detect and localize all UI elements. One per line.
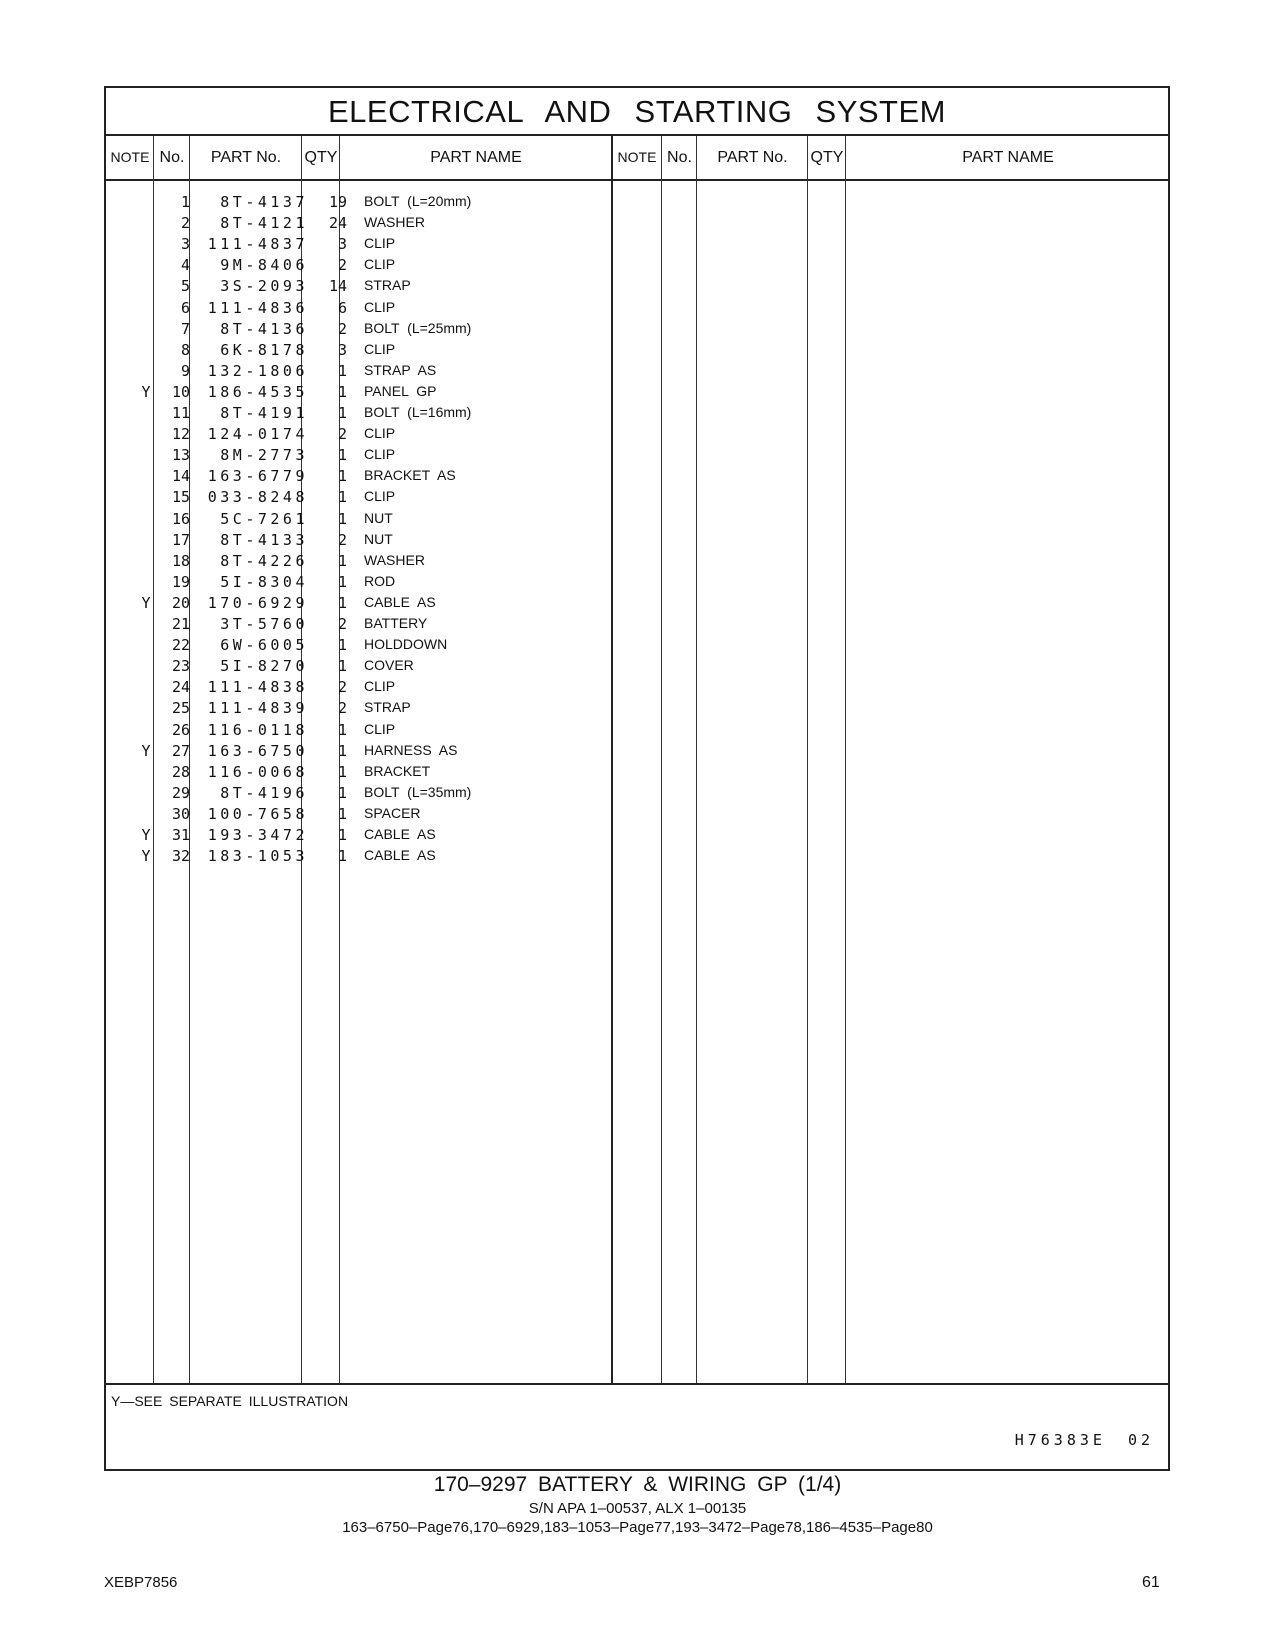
row-part-number: 163-6750 (207, 741, 308, 760)
table-row (106, 803, 1168, 825)
table-row (106, 550, 1168, 572)
table-row (106, 634, 1168, 656)
row-part-number: 6W-6005 (220, 636, 308, 655)
row-quantity: 1 (337, 467, 347, 486)
row-part-name: BOLT (L=25mm) (364, 319, 472, 336)
table-row (106, 486, 1168, 508)
parts-table-frame (104, 86, 1170, 1471)
row-number: 12 (171, 425, 190, 444)
row-part-name: NUT (364, 509, 393, 526)
row-part-name: BRACKET (364, 762, 431, 779)
row-number: 28 (171, 762, 190, 781)
row-part-number: 124-0174 (207, 425, 308, 444)
row-part-number: 163-6779 (207, 467, 308, 486)
table-row (106, 191, 1168, 213)
row-part-number: 3T-5760 (220, 615, 308, 633)
table-row (106, 318, 1168, 340)
row-part-name: CLIP (364, 256, 396, 273)
row-number: 11 (171, 404, 190, 422)
table-row (106, 529, 1168, 551)
header-note-right: NOTE (617, 149, 657, 165)
row-quantity: 2 (337, 615, 347, 633)
row-number: 7 (180, 319, 190, 338)
table-header (106, 136, 1168, 181)
row-part-number: 8M-2773 (220, 446, 308, 465)
header-qty-right: QTY (810, 149, 844, 166)
row-part-name: STRAP AS (364, 361, 437, 378)
row-part-name: HOLDDOWN (364, 636, 448, 653)
row-part-name: BOLT (L=35mm) (364, 783, 472, 800)
row-part-number: 111-4838 (207, 678, 308, 697)
page-references: 163–6750–Page76,170–6929,183–1053–Page77,193–3472–Page78,186–4535–Page80 (342, 1519, 933, 1536)
illustration-code: H76383E 02 (1014, 1431, 1154, 1449)
table-footer (106, 1383, 1168, 1471)
row-number: 10 (171, 382, 190, 401)
table-row (106, 339, 1168, 361)
header-part-no-right: PART No. (717, 149, 788, 166)
row-part-number: 116-0118 (207, 720, 308, 739)
header-note-left: NOTE (110, 149, 150, 165)
header-part-name-left: PART NAME (430, 149, 522, 166)
row-part-number: 111-4836 (207, 298, 308, 317)
row-quantity: 3 (337, 235, 347, 254)
row-quantity: 2 (337, 530, 347, 549)
row-quantity: 2 (337, 678, 347, 697)
row-number: 26 (171, 720, 190, 739)
row-part-name: CABLE AS (364, 593, 436, 610)
table-row (106, 719, 1168, 741)
row-note: Y (141, 382, 151, 401)
row-quantity: 1 (337, 446, 347, 465)
header-part-name-right: PART NAME (962, 149, 1054, 166)
row-quantity: 2 (337, 256, 347, 275)
table-row (106, 402, 1168, 424)
table-row (106, 254, 1168, 276)
row-quantity: 3 (337, 340, 347, 359)
group-title: 170–9297 BATTERY & WIRING GP (1/4) (433, 1473, 842, 1496)
row-number: 21 (171, 615, 190, 633)
table-row (106, 381, 1168, 403)
row-number: 25 (171, 699, 190, 718)
table-row (106, 423, 1168, 445)
table-row (106, 676, 1168, 698)
table-row (106, 360, 1168, 382)
row-number: 24 (171, 678, 190, 697)
row-part-number: 193-3472 (207, 826, 308, 844)
row-quantity: 19 (328, 193, 347, 211)
row-number: 6 (180, 298, 190, 317)
header-no-left: No. (159, 149, 185, 166)
row-note: Y (141, 741, 151, 760)
table-row (106, 655, 1168, 677)
row-number: 2 (180, 214, 190, 233)
row-part-number: 6K-8178 (220, 340, 308, 359)
table-row (106, 697, 1168, 719)
row-part-name: NUT (364, 530, 393, 547)
row-part-number: 033-8248 (207, 488, 308, 507)
document-id: XEBP7856 (104, 1574, 178, 1591)
row-part-name: BOLT (L=16mm) (364, 404, 472, 420)
row-number: 31 (171, 826, 190, 844)
row-number: 30 (171, 804, 190, 823)
section-title: ELECTRICAL AND STARTING SYSTEM (106, 88, 1168, 136)
table-row (106, 613, 1168, 635)
row-quantity: 1 (337, 404, 347, 422)
row-number: 15 (171, 488, 190, 507)
table-row (106, 761, 1168, 783)
row-part-name: CLIP (364, 235, 396, 252)
row-number: 32 (171, 847, 190, 866)
row-part-number: 186-4535 (207, 382, 308, 401)
row-quantity: 1 (337, 720, 347, 739)
page-number: 61 (1142, 1574, 1160, 1591)
row-part-name: HARNESS AS (364, 741, 458, 758)
row-number: 14 (171, 467, 190, 486)
row-part-name: CLIP (364, 720, 396, 737)
row-part-name: CLIP (364, 446, 396, 463)
row-part-name: CLIP (364, 488, 396, 505)
header-no-right: No. (667, 149, 692, 166)
row-number: 13 (171, 446, 190, 465)
row-part-name: CLIP (364, 340, 396, 357)
row-part-name: BATTERY (364, 615, 428, 631)
row-part-name: COVER (364, 657, 414, 674)
row-part-name: CABLE AS (364, 847, 436, 864)
row-number: 18 (171, 551, 190, 570)
row-part-number: 5C-7261 (220, 509, 308, 528)
footnote: Y—SEE SEPARATE ILLUSTRATION (111, 1393, 349, 1409)
row-quantity: 2 (337, 319, 347, 338)
row-part-number: 8T-4196 (220, 783, 308, 802)
row-part-name: BOLT (L=20mm) (364, 193, 472, 209)
row-number: 17 (171, 530, 190, 549)
table-row (106, 845, 1168, 867)
row-part-number: 8T-4136 (220, 319, 308, 338)
row-part-name: BRACKET AS (364, 467, 456, 484)
row-part-name: WASHER (364, 551, 425, 568)
table-row (106, 824, 1168, 846)
header-qty-left: QTY (304, 149, 338, 166)
table-row (106, 233, 1168, 255)
row-note: Y (141, 847, 151, 866)
row-part-number: 8T-4133 (220, 530, 308, 549)
row-part-number: 3S-2093 (220, 277, 308, 296)
row-number: 23 (171, 657, 190, 676)
row-quantity: 1 (337, 382, 347, 401)
row-part-number: 8T-4121 (220, 214, 308, 233)
row-quantity: 1 (337, 361, 347, 380)
row-number: 29 (171, 783, 190, 802)
row-quantity: 24 (328, 214, 347, 233)
row-part-number: 111-4837 (207, 235, 308, 254)
table-row (106, 297, 1168, 319)
table-row (106, 212, 1168, 234)
row-part-number: 5I-8270 (220, 657, 308, 676)
row-part-number: 100-7658 (207, 804, 308, 823)
table-row (106, 571, 1168, 593)
row-number: 20 (171, 593, 190, 612)
row-note: Y (141, 826, 151, 844)
table-row (106, 275, 1168, 297)
row-part-name: WASHER (364, 214, 425, 231)
row-quantity: 1 (337, 572, 347, 591)
table-row (106, 592, 1168, 614)
row-number: 3 (180, 235, 190, 254)
row-part-name: CLIP (364, 678, 396, 695)
row-number: 8 (180, 340, 190, 359)
row-part-number: 116-0068 (207, 762, 308, 781)
row-quantity: 1 (337, 657, 347, 676)
row-part-name: CABLE AS (364, 826, 436, 842)
row-number: 9 (180, 361, 190, 380)
row-part-name: CLIP (364, 425, 396, 442)
row-quantity: 1 (337, 741, 347, 760)
table-row (106, 465, 1168, 487)
table-row (106, 508, 1168, 530)
row-part-number: 8T-4226 (220, 551, 308, 570)
row-part-number: 9M-8406 (220, 256, 308, 275)
row-part-name: STRAP (364, 277, 411, 294)
row-part-name: ROD (364, 572, 396, 589)
row-quantity: 1 (337, 636, 347, 655)
row-part-number: 8T-4191 (220, 404, 308, 422)
parts-list (106, 181, 1168, 1383)
header-part-no-left: PART No. (210, 149, 282, 166)
row-part-number: 5I-8304 (220, 572, 308, 591)
serial-numbers: S/N APA 1–00537, ALX 1–00135 (528, 1500, 747, 1517)
row-quantity: 1 (337, 783, 347, 802)
row-part-number: 170-6929 (207, 593, 308, 612)
row-quantity: 14 (328, 277, 347, 296)
row-number: 1 (180, 193, 190, 211)
row-part-number: 8T-4137 (220, 193, 308, 211)
row-number: 19 (171, 572, 190, 591)
row-quantity: 6 (337, 298, 347, 317)
row-part-name: SPACER (364, 804, 421, 821)
row-part-number: 132-1806 (207, 361, 308, 380)
row-part-name: PANEL GP (364, 382, 437, 399)
row-note: Y (141, 593, 151, 612)
row-number: 16 (171, 509, 190, 528)
row-quantity: 1 (337, 804, 347, 823)
row-quantity: 1 (337, 551, 347, 570)
row-part-name: STRAP (364, 699, 411, 716)
row-number: 5 (180, 277, 190, 296)
row-part-number: 111-4839 (207, 699, 308, 718)
row-quantity: 1 (337, 762, 347, 781)
row-number: 22 (171, 636, 190, 655)
row-quantity: 1 (337, 509, 347, 528)
row-number: 4 (180, 256, 190, 275)
row-quantity: 1 (337, 593, 347, 612)
row-quantity: 2 (337, 699, 347, 718)
row-part-number: 183-1053 (207, 847, 308, 866)
row-quantity: 1 (337, 847, 347, 866)
row-quantity: 1 (337, 826, 347, 844)
row-quantity: 1 (337, 488, 347, 507)
table-row (106, 782, 1168, 804)
row-number: 27 (171, 741, 190, 760)
row-quantity: 2 (337, 425, 347, 444)
row-part-name: CLIP (364, 298, 396, 315)
table-row (106, 444, 1168, 466)
table-row (106, 740, 1168, 762)
